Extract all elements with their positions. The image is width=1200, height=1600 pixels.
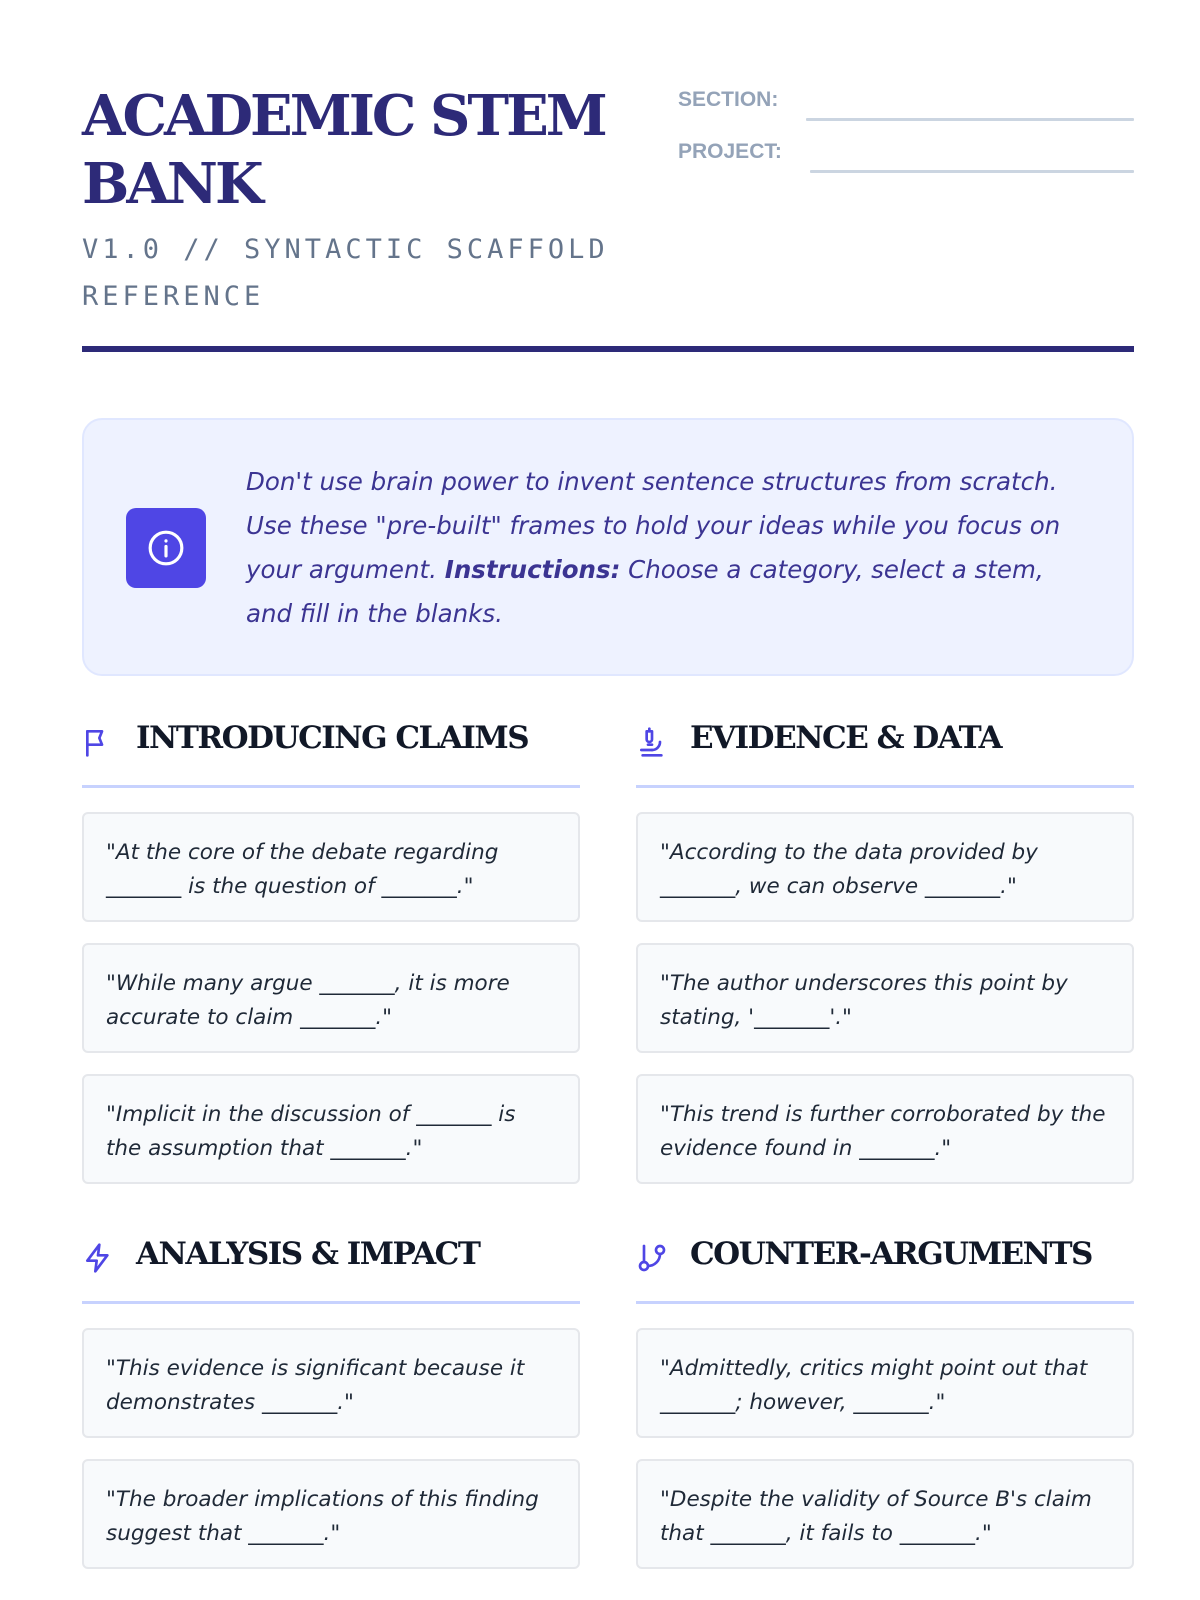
stem-card[interactable] xyxy=(636,1459,1134,1569)
section-title: EVIDENCE & DATA xyxy=(690,720,1002,756)
branch-icon xyxy=(636,1242,668,1274)
stem-text: "This evidence is significant because it demonstrates _______." xyxy=(106,1356,525,1415)
section-header xyxy=(636,1232,1134,1304)
section-field[interactable] xyxy=(678,82,1134,122)
section-title: COUNTER-ARGUMENTS xyxy=(690,1236,1092,1272)
section-introducing-claims xyxy=(82,716,580,1161)
section-header xyxy=(636,716,1134,788)
flag-icon xyxy=(82,726,114,758)
section-evidence-data xyxy=(636,716,1134,1161)
lightning-icon xyxy=(82,1242,114,1274)
page-subtitle: V1.0 // SYNTACTIC SCAFFOLD REFERENCE xyxy=(82,234,609,312)
project-field[interactable] xyxy=(678,134,1134,174)
section-title: INTRODUCING CLAIMS xyxy=(136,720,529,756)
section-counter-arguments xyxy=(636,1232,1134,1546)
stem-card[interactable] xyxy=(82,1459,580,1569)
instructions-text: Choose a category, select a stem, and fill in the blanks. xyxy=(246,555,1044,628)
stem-card[interactable] xyxy=(82,1328,580,1438)
section-blank-line[interactable] xyxy=(806,118,1134,121)
stem-text: "While many argue _______, it is more accurate to claim _______." xyxy=(106,971,510,1030)
stem-text: "The broader implications of this finding suggest that _______." xyxy=(106,1487,539,1546)
info-text xyxy=(246,460,1086,636)
project-label: PROJECT: xyxy=(678,140,782,163)
worksheet-page xyxy=(82,0,1134,1600)
section-analysis-impact xyxy=(82,1232,580,1546)
stem-card[interactable] xyxy=(636,1328,1134,1438)
stem-text: "At the core of the debate regarding _______ is the question of _______." xyxy=(106,840,499,899)
section-title: ANALYSIS & IMPACT xyxy=(136,1236,480,1272)
stem-card[interactable] xyxy=(636,812,1134,922)
section-label: SECTION: xyxy=(678,88,779,111)
stem-card[interactable] xyxy=(636,1074,1134,1184)
stem-text: "Implicit in the discussion of _______ is the assumption that _______." xyxy=(106,1102,516,1161)
instructions-label: Instructions: xyxy=(444,555,621,584)
section-header xyxy=(82,716,580,788)
stem-card[interactable] xyxy=(82,812,580,922)
stem-text: "According to the data provided by _______, we can observe _______." xyxy=(660,840,1038,899)
stem-text: "The author underscores this point by stating, '_______'." xyxy=(660,971,1068,1030)
stem-card[interactable] xyxy=(636,943,1134,1053)
stem-card[interactable] xyxy=(82,943,580,1053)
header-divider xyxy=(82,346,1134,352)
project-blank-line[interactable] xyxy=(810,170,1134,173)
page-title: ACADEMIC STEM BANK xyxy=(82,83,605,217)
stem-text: "Despite the validity of Source B's claim that _______, it fails to _______." xyxy=(660,1487,1092,1546)
header xyxy=(82,82,1134,362)
info-box xyxy=(82,418,1134,676)
info-icon xyxy=(126,508,206,588)
stem-text: "This trend is further corroborated by the evidence found in _______." xyxy=(660,1102,1106,1161)
microscope-icon xyxy=(636,726,668,758)
stem-card[interactable] xyxy=(82,1074,580,1184)
stem-text: "Admittedly, critics might point out that _______; however, _______." xyxy=(660,1356,1088,1415)
section-header xyxy=(82,1232,580,1304)
info-intro: Don't use brain power to invent sentence structures from scratch. Use these "pre-built" frames to hold your ideas while you focus on your argument. xyxy=(246,467,1061,584)
